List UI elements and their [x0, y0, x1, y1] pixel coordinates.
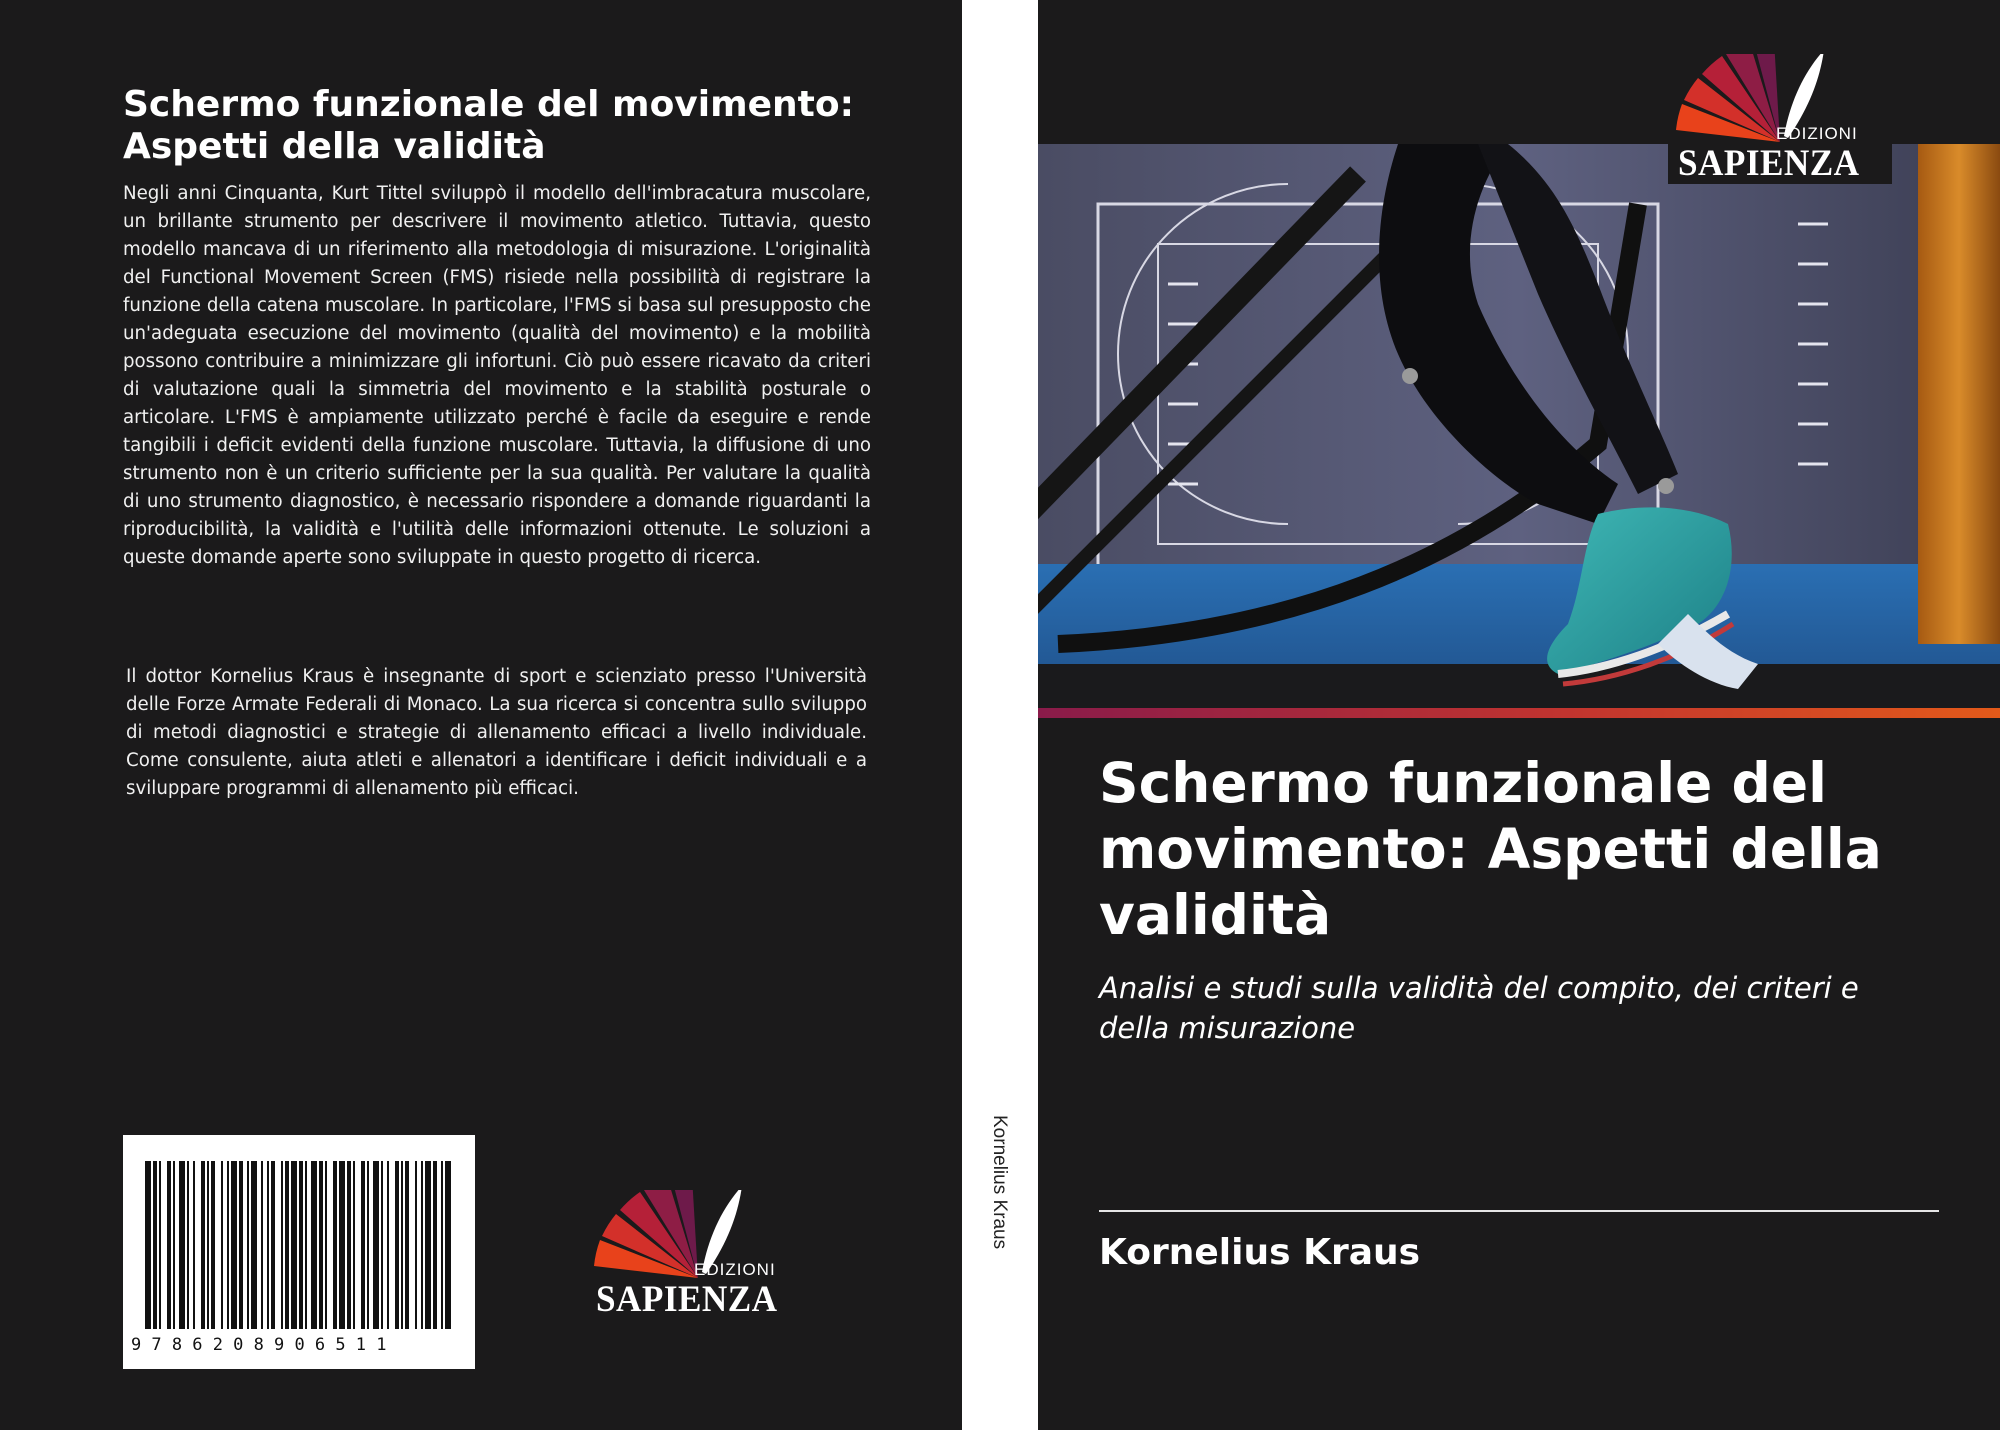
barcode-bar — [319, 1161, 323, 1329]
barcode-bar — [267, 1161, 269, 1329]
barcode-bar — [395, 1161, 399, 1329]
divider — [1099, 1210, 1939, 1212]
barcode-bar — [433, 1161, 437, 1329]
barcode-bar — [305, 1161, 307, 1329]
barcode-digits: 9786208906511 — [131, 1335, 397, 1355]
treadmill-runner-illustration — [1038, 144, 2000, 708]
publisher-logo-back — [586, 1190, 810, 1320]
barcode-bar — [361, 1161, 365, 1329]
barcode-bar — [415, 1161, 417, 1329]
barcode-bar — [401, 1161, 403, 1329]
barcode-bar — [207, 1161, 209, 1329]
barcode-bar — [193, 1161, 195, 1329]
barcode-bar — [425, 1161, 431, 1329]
barcode-bar — [339, 1161, 345, 1329]
barcode-bar — [231, 1161, 237, 1329]
barcode-bar — [281, 1161, 283, 1329]
barcode-bar — [285, 1161, 289, 1329]
barcode-bar — [173, 1161, 175, 1329]
publisher-line1: EDIZIONI — [1776, 124, 1858, 143]
barcode-bar — [445, 1161, 451, 1329]
barcode-bar — [145, 1161, 151, 1329]
barcode-bar — [381, 1161, 383, 1329]
barcode-bar — [251, 1161, 257, 1329]
barcode-bar — [201, 1161, 205, 1329]
front-cover-subtitle: Analisi e studi sulla validità del compito, dei criteri e della misurazione — [1099, 971, 1859, 1045]
barcode — [123, 1135, 475, 1369]
front-cover-author: Kornelius Kraus — [1099, 1232, 1421, 1273]
barcode-bar — [159, 1161, 161, 1329]
publisher-line1: EDIZIONI — [694, 1260, 776, 1279]
front-cover-title: Schermo funzionale del movimento: Aspetti della validità — [1099, 751, 1882, 947]
barcode-bar — [271, 1161, 275, 1329]
barcode-bar — [311, 1161, 317, 1329]
barcode-bar — [167, 1161, 171, 1329]
barcode-bar — [441, 1161, 443, 1329]
back-cover-title: Schermo funzionale del movimento: Aspetti della validità — [123, 84, 855, 167]
barcode-bar — [227, 1161, 229, 1329]
barcode-bar — [373, 1161, 379, 1329]
barcode-bar — [405, 1161, 409, 1329]
barcode-bar — [179, 1161, 185, 1329]
barcode-bar — [353, 1161, 355, 1329]
barcode-bar — [211, 1161, 215, 1329]
barcode-bar — [367, 1161, 369, 1329]
spine-author: Kornelius Kraus — [989, 1115, 1010, 1250]
barcode-bars — [123, 1135, 475, 1369]
barcode-bar — [325, 1161, 327, 1329]
publisher-line2: SAPIENZA — [1678, 143, 1860, 184]
barcode-bar — [421, 1161, 423, 1329]
publisher-logo-front — [1668, 54, 1892, 184]
barcode-bar — [387, 1161, 389, 1329]
barcode-bar — [221, 1161, 223, 1329]
barcode-bar — [291, 1161, 297, 1329]
barcode-bar — [153, 1161, 157, 1329]
author-bio: Il dottor Kornelius Kraus è insegnante di sport e scienziato presso l'Università delle Forze Armate Federali di Monaco. La sua ricerca si concentra sullo sviluppo di metodi diagnostici e strategie di allenamento efficaci a livello individuale. Come consulente, aiuta atleti e allenatori a identificare i deficit individuali e a sviluppare programmi di allenamento più efficaci. — [126, 666, 867, 799]
back-cover-description: Negli anni Cinquanta, Kurt Tittel sviluppò il modello dell'imbracatura muscolare, un brillante strumento per descrivere il movimento atletico. Tuttavia, questo modello mancava di un riferimento alla metodologia di misurazione. L'originalità del Functional Movement Screen (FMS) risiede nella possibilità di registrare la funzione della catena muscolare. In particolare, l'FMS si basa sul presupposto che un'adeguata esecuzione del movimento (qualità del movimento) e la mobilità possono contribuire a minimizzare gli infortuni. Ciò può essere ricavato da criteri di valutazione quali la simmetria del movimento e la stabilità posturale o articolare. L'FMS è ampiamente utilizzato perché è facile da eseguire e rende tangibili i deficit evidenti della funzione muscolare. Tuttavia, la diffusione di uno strumento non è un criterio sufficiente per la sua qualità. Per valutare la qualità di uno strumento diagnostico, è necessario rispondere a domande riguardanti la riproducibilità, la validità e l'utilità delle informazioni ottenute. Le soluzioni a queste domande aperte sono sviluppate in questo progetto di ricerca. — [123, 183, 871, 568]
barcode-bar — [299, 1161, 303, 1329]
barcode-bar — [347, 1161, 351, 1329]
publisher-line2: SAPIENZA — [596, 1279, 778, 1320]
accent-bar — [1038, 708, 2000, 718]
barcode-bar — [239, 1161, 243, 1329]
barcode-bar — [333, 1161, 337, 1329]
barcode-bar — [187, 1161, 189, 1329]
cover-photo — [1038, 144, 2000, 708]
barcode-bar — [261, 1161, 263, 1329]
barcode-bar — [247, 1161, 249, 1329]
